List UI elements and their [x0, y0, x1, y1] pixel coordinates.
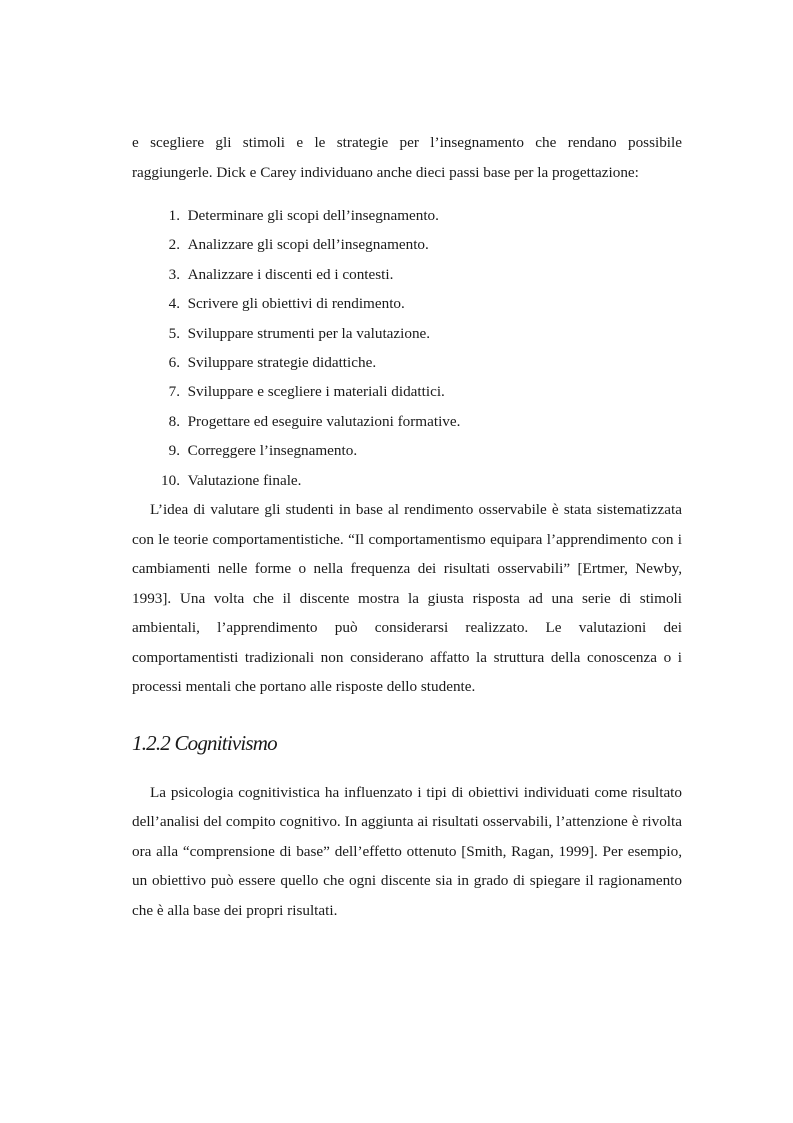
document-page — [132, 128, 682, 925]
list-item-number: 6. — [168, 354, 180, 372]
list-item — [132, 230, 682, 259]
list-item-text: Scrivere gli obiettivi di rendimento. — [187, 295, 405, 313]
list-item-text: Analizzare i discenti ed i contesti. — [187, 265, 394, 283]
list-item-text: Correggere l’insegnamento. — [187, 442, 358, 460]
list-item — [132, 377, 682, 406]
design-steps-list — [132, 201, 682, 495]
list-item-number: 2. — [168, 236, 180, 254]
list-item-text: Analizzare gli scopi dell’insegnamento. — [187, 236, 429, 254]
section-heading: 1.2.2 Cognitivismo — [132, 730, 277, 755]
list-item-text: Sviluppare e scegliere i materiali didattici. — [187, 383, 445, 401]
list-item — [132, 436, 682, 465]
list-item — [132, 348, 682, 377]
list-item-text: Determinare gli scopi dell’insegnamento. — [187, 207, 439, 224]
list-item — [132, 201, 682, 230]
cognitivism-paragraph: La psicologia cognitivistica ha influenzato i tipi di obiettivi individuati come risultato dell’analisi del compito cognitivo. In aggiunta ai risultati osservabili, l’attenzione è rivolta ora alla “comprensione di base” dell’effetto ottenuto [Smith, Ragan, 1999]. Per esempio, un obiettivo può essere quello che ogni discente sia in grado di spiegare il ragionamento che è alla base dei propri risultati. — [132, 783, 682, 919]
list-item-text: Progettare ed eseguire valutazioni formative. — [187, 412, 461, 430]
list-item-number: 3. — [168, 265, 180, 283]
list-item-number: 5. — [168, 324, 180, 342]
list-item-number: 1. — [168, 207, 180, 224]
list-item — [132, 260, 682, 289]
list-item-text: Sviluppare strumenti per la valutazione. — [187, 324, 431, 342]
list-item — [132, 319, 682, 348]
list-item-number: 7. — [168, 383, 180, 401]
list-item — [132, 407, 682, 436]
list-item-number: 9. — [168, 442, 180, 460]
behaviorism-paragraph: L’idea di valutare gli studenti in base al rendimento osservabile è stata sistematizzata con le teorie comportamentistiche. “Il comportamentismo equipara l’apprendimento con i cambiamenti nelle forme o nella frequenza dei risultati osservabili” [Ertmer, Newby, 1993]. Una volta che il discente mostra la giusta risposta ad una serie di stimoli ambientali, l’apprendimento può considerarsi realizzato. Le valutazioni dei comportamentisti tradizionali non considerano affatto la struttura della conoscenza o i processi mentali che portano alle risposte dello studente. — [132, 501, 682, 696]
list-item — [132, 289, 682, 318]
list-item-number: 8. — [168, 412, 180, 430]
list-item-number: 4. — [168, 295, 180, 313]
list-item-number: 10. — [161, 471, 180, 489]
intro-paragraph: e scegliere gli stimoli e le strategie per l’insegnamento che rendano possibile raggiungerle. Dick e Carey individuano anche dieci passi base per la progettazione: — [132, 134, 682, 181]
list-item — [132, 466, 682, 495]
list-item-text: Sviluppare strategie didattiche. — [187, 354, 377, 372]
list-item-text: Valutazione finale. — [187, 471, 302, 489]
